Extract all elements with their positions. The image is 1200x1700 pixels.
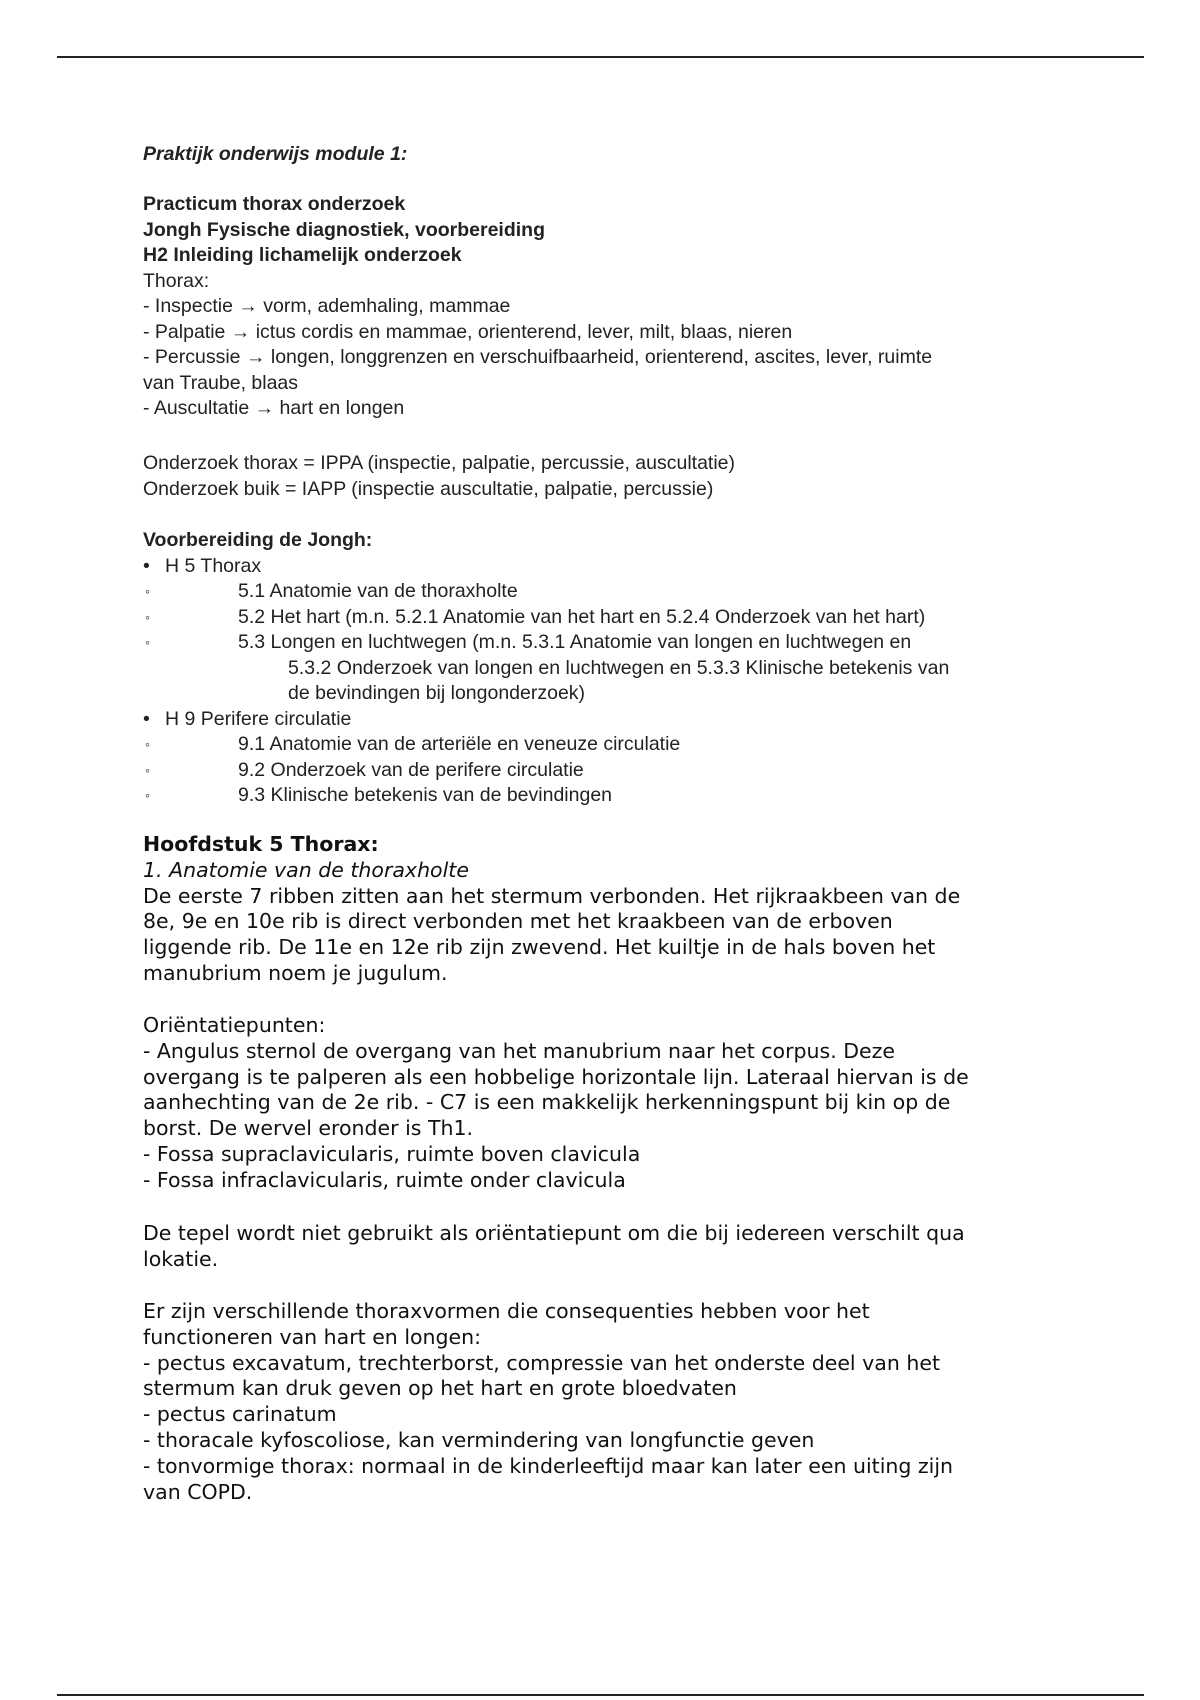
list-item-percussie: - Percussie → longen, longgrenzen en verschuifbaarheid, orienterend, ascites, lever, ruimte <box>143 346 933 368</box>
paragraph-line: - Angulus sternol de overgang van het manubrium naar het corpus. Deze <box>143 1038 896 1063</box>
sub-bullet-icon: ◦ <box>145 761 150 778</box>
document-title: Praktijk onderwijs module 1: <box>143 143 408 165</box>
bullet-icon: • <box>143 554 150 577</box>
paragraph-line: van COPD. <box>143 1479 253 1504</box>
list-item-inspectie: - Inspectie → vorm, ademhaling, mammae <box>143 295 511 317</box>
paragraph-line: - pectus carinatum <box>143 1402 337 1427</box>
paragraph-line: functioneren van hart en longen: <box>143 1324 482 1349</box>
paragraph-line: stermum kan druk geven op het hart en grote bloedvaten <box>143 1376 737 1401</box>
paragraph-line: aanhechting van de 2e rib. - C7 is een makkelijk herkenningspunt bij kin op de <box>143 1090 951 1115</box>
list-item-5-3: ◦ 5.3 Longen en luchtwegen (m.n. 5.3.1 Anatomie van longen en luchtwegen en 5.3.2 Onderzoek van longen en luchtwegen en 5.3.3 Klinische betekenis van de bevindingen bij longonderzoek) <box>145 631 950 704</box>
paragraph-line: De eerste 7 ribben zitten aan het stermum verbonden. Het rijkraakbeen van de <box>143 883 961 908</box>
list-item-chapter-5: • H 5 Thorax <box>143 554 1063 580</box>
list-item-auscultatie: - Auscultatie → hart en longen <box>143 397 405 419</box>
paragraph-line: - Fossa supraclavicularis, ruimte boven clavicula <box>143 1141 641 1166</box>
onderzoek-buik: Onderzoek buik = IAPP (inspectie auscultatie, palpatie, percussie) <box>143 477 714 500</box>
sub-bullet-icon: ◦ <box>145 634 150 650</box>
sub-bullet-icon: ◦ <box>145 787 150 803</box>
sub-bullet-icon: ◦ <box>145 608 150 625</box>
paragraph-line: - thoracale kyfoscoliose, kan vermindering van longfunctie geven <box>143 1427 815 1452</box>
thorax-label: Thorax: <box>143 269 210 292</box>
onderzoek-section <box>143 451 1063 502</box>
sub-bullet-icon: ◦ <box>145 583 150 599</box>
heading-practicum: Practicum thorax onderzoek <box>143 193 406 215</box>
orientatie-label: Oriëntatiepunten: <box>143 1013 326 1037</box>
hoofdstuk-subheading: 1. Anatomie van de thoraxholte <box>143 857 469 882</box>
paragraph-line: - tonvormige thorax: normaal in de kinderleeftijd maar kan later een uiting zijn <box>143 1453 954 1478</box>
list-item-percussie-cont: van Traube, blaas <box>143 371 299 394</box>
document-title-block <box>143 142 1063 168</box>
list-item-palpatie: - Palpatie → ictus cordis en mammae, orienterend, lever, milt, blaas, nieren <box>143 320 793 343</box>
bullet-icon: • <box>143 707 150 730</box>
voorbereiding-section <box>143 528 1063 809</box>
heading-h2: H2 Inleiding lichamelijk onderzoek <box>143 244 462 266</box>
list-item-5-1: ◦ 5.1 Anatomie van de thoraxholte <box>143 579 1063 605</box>
hoofdstuk-section <box>143 832 1063 987</box>
list-item-9-2: ◦ 9.2 Onderzoek van de perifere circulatie <box>143 758 1063 784</box>
paragraph-line: borst. De wervel eronder is Th1. <box>143 1116 474 1141</box>
list-item-9-1: ◦ 9.1 Anatomie van de arteriële en veneuze circulatie <box>143 732 1063 758</box>
intro-section <box>143 192 1063 422</box>
thoraxvormen-section <box>143 1299 1063 1505</box>
paragraph-line: - pectus excavatum, trechterborst, compressie van het onderste deel van het <box>143 1350 940 1375</box>
paragraph-line: 8e, 9e en 10e rib is direct verbonden met het kraakbeen van de erboven <box>143 909 893 934</box>
paragraph-line: liggende rib. De 11e en 12e rib zijn zwevend. Het kuiltje in de hals boven het <box>143 935 936 960</box>
paragraph-line: manubrium noem je jugulum. <box>143 960 448 985</box>
onderzoek-thorax: Onderzoek thorax = IPPA (inspectie, palpatie, percussie, auscultatie) <box>143 452 735 474</box>
paragraph-line: lokatie. <box>143 1246 219 1271</box>
paragraph-line: De tepel wordt niet gebruikt als oriëntatiepunt om die bij iedereen verschilt qua <box>143 1221 965 1245</box>
list-item-chapter-9: • H 9 Perifere circulatie <box>143 707 1063 733</box>
paragraph-line: Er zijn verschillende thoraxvormen die consequenties hebben voor het <box>143 1299 870 1323</box>
list-item-5-2: ◦ 5.2 Het hart (m.n. 5.2.1 Anatomie van het hart en 5.2.4 Onderzoek van het hart) <box>143 605 1063 631</box>
list-item-9-3: ◦ 9.3 Klinische betekenis van de bevindingen <box>143 783 1063 809</box>
sub-bullet-icon: ◦ <box>145 736 150 752</box>
voorbereiding-heading: Voorbereiding de Jongh: <box>143 529 373 551</box>
tepel-section <box>143 1221 1063 1273</box>
heading-jongh: Jongh Fysische diagnostiek, voorbereiding <box>143 218 545 241</box>
hoofdstuk-heading: Hoofdstuk 5 Thorax: <box>143 832 379 856</box>
footer-rule <box>57 1694 1144 1696</box>
header-rule <box>57 56 1144 58</box>
paragraph-line: - Fossa infraclavicularis, ruimte onder clavicula <box>143 1167 626 1192</box>
orientatie-section <box>143 1013 1063 1194</box>
paragraph-line: overgang is te palperen als een hobbelige horizontale lijn. Lateraal hiervan is de <box>143 1064 969 1089</box>
